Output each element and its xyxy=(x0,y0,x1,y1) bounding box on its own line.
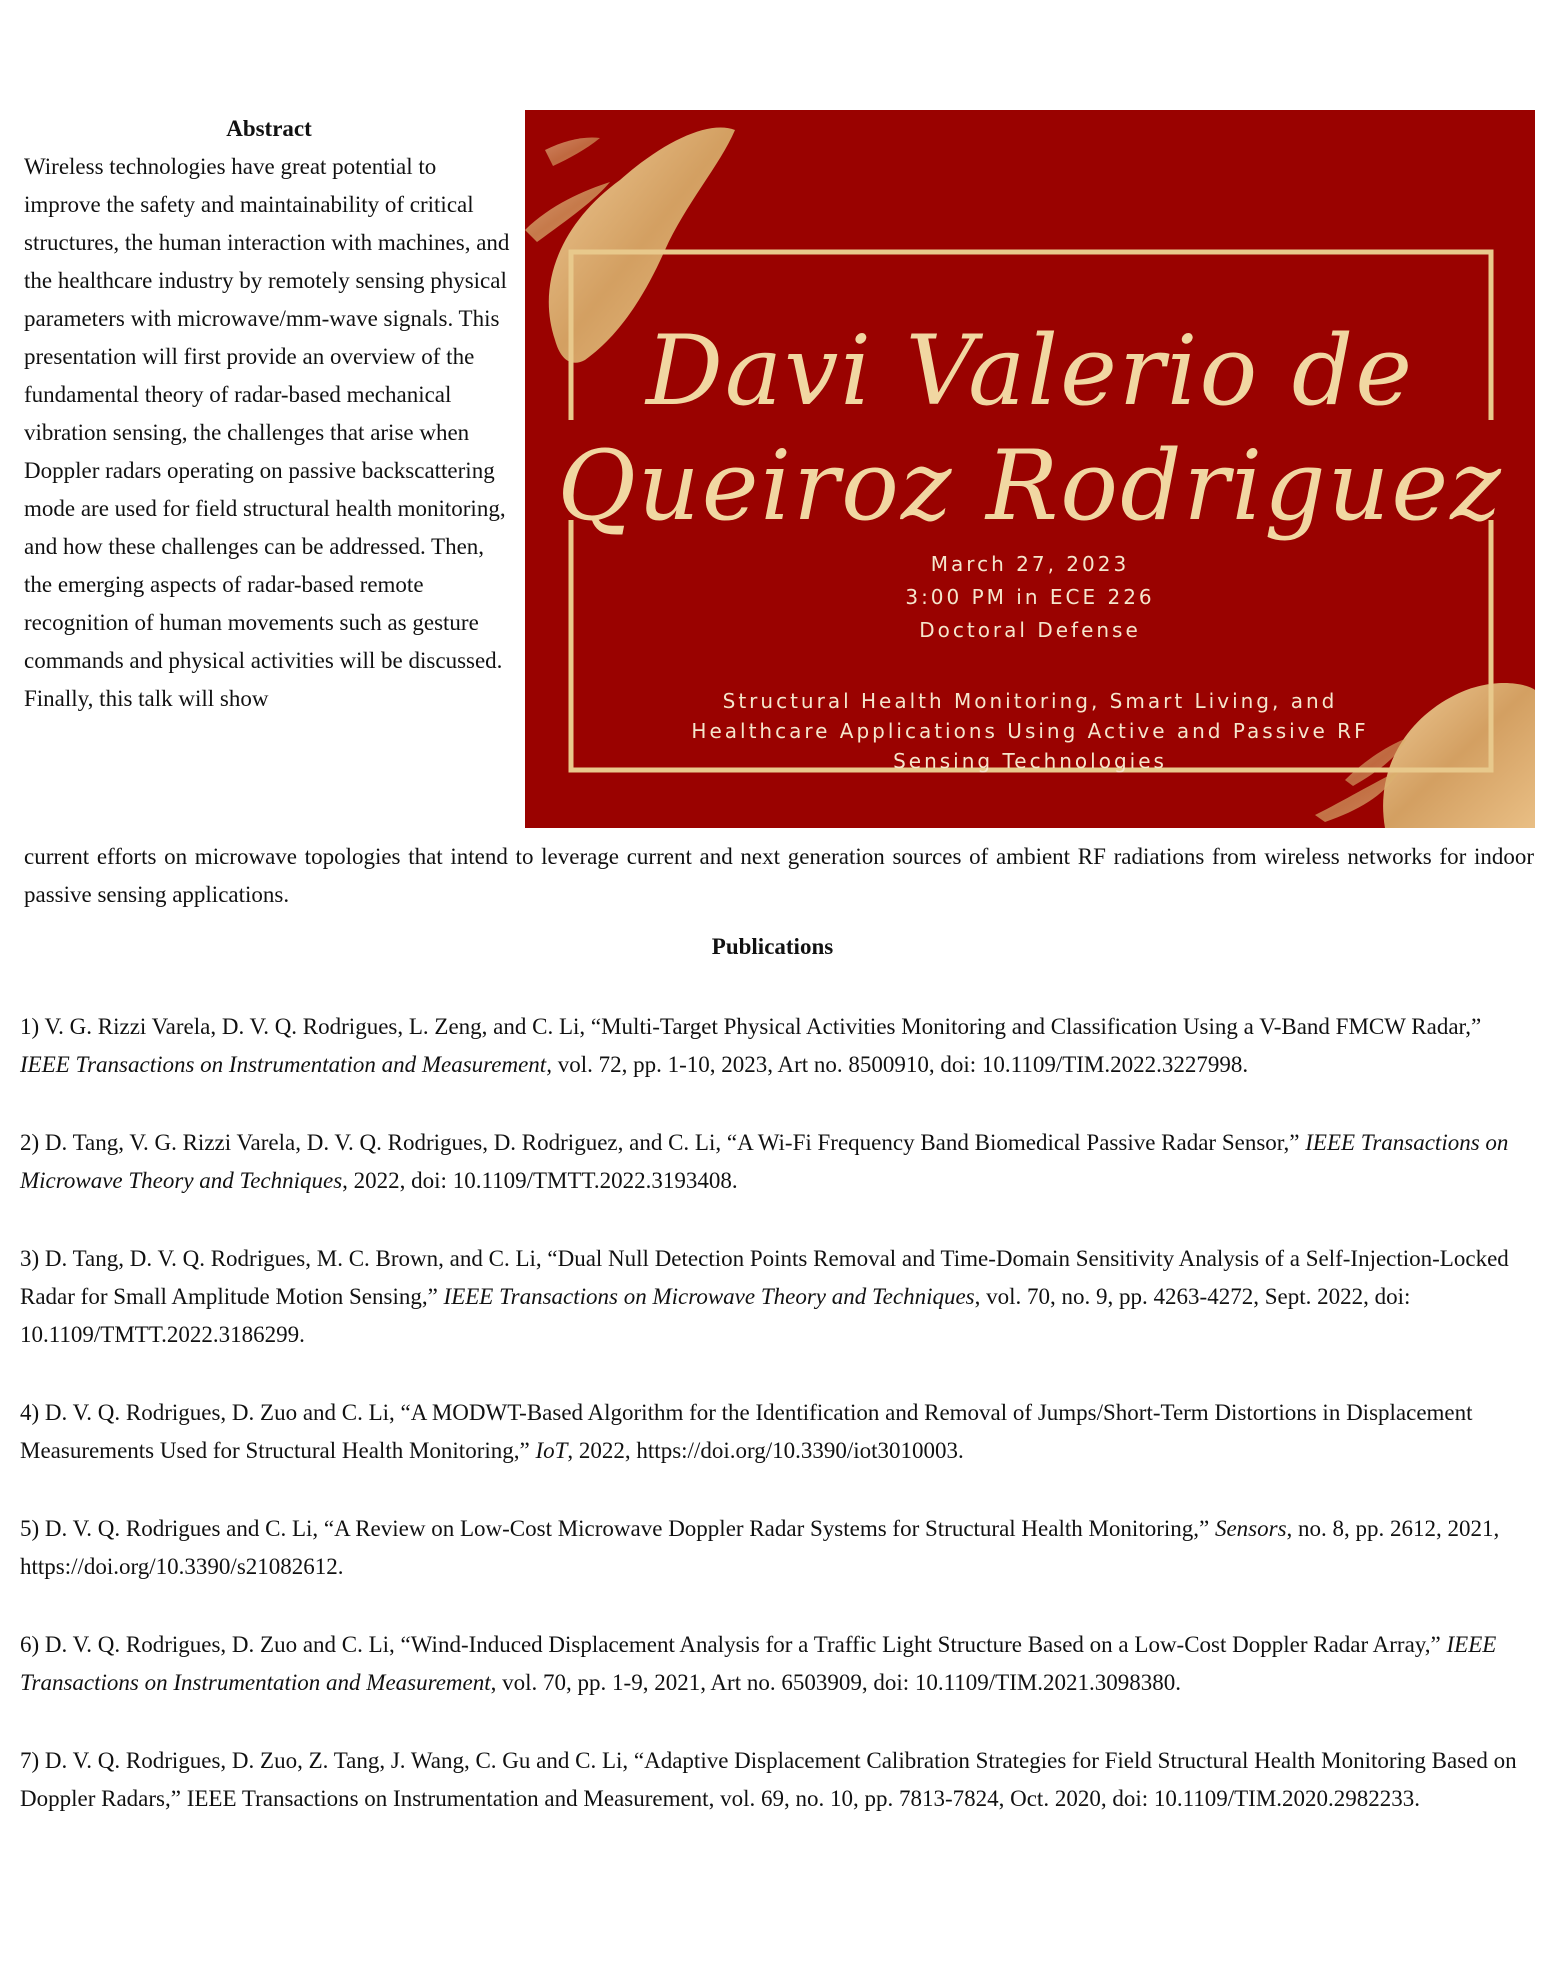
poster-event-type: Doctoral Defense xyxy=(919,618,1141,642)
poster-name-line1: Davi Valerio de xyxy=(645,315,1415,427)
abstract-continued-text: current efforts on microwave topologies that intend to leverage current and next generation sources of ambient RF radiations from wireless networks for indoor passive sensing applications. xyxy=(24,844,1534,907)
poster-time-place: 3:00 PM in ECE 226 xyxy=(905,585,1155,609)
poster-date: March 27, 2023 xyxy=(930,552,1130,576)
publication-item: 3) D. Tang, D. V. Q. Rodrigues, M. C. Brown, and C. Li, “Dual Null Detection Points Removal and Time-Domain Sensitivity Analysis of a Self-Injection-Locked Radar for Small Amplitude Motion Sensing,” IEEE Transactions on Microwave Theory and Techniques, vol. 70, no. 9, pp. 4263-4272, Sept. 2022, doi: 10.1109/TMTT.2022.3186299. xyxy=(20,1246,1509,1347)
publications-heading: Publications xyxy=(711,934,834,959)
publication-item: 4) D. V. Q. Rodrigues, D. Zuo and C. Li, “A MODWT-Based Algorithm for the Identification and Removal of Jumps/Short-Term Distortions in Displacement Measurements Used for Structural Health Monitoring,” IoT, 2022, https://doi.org/10.3390/iot3010003. xyxy=(20,1400,1473,1463)
poster-event-info xyxy=(525,548,1535,647)
abstract-text: Wireless technologies have great potential to improve the safety and maintainability of critical structures, the human interaction with machines, and the healthcare industry by remotely sensing physical parameters with microwave/mm-wave signals. This presentation will first provide an overview of the fundamental theory of radar-based mechanical vibration sensing, the challenges that arise when Doppler radars operating on passive backscattering mode are used for field structural health monitoring, and how these challenges can be addressed. Then, the emerging aspects of radar-based remote recognition of human movements such as gesture commands and physical activities will be discussed. Finally, this talk will show xyxy=(24,154,510,711)
publication-item: 2) D. Tang, V. G. Rizzi Varela, D. V. Q. Rodrigues, D. Rodriguez, and C. Li, “A Wi-Fi Frequency Band Biomedical Passive Radar Sensor,” IEEE Transactions on Microwave Theory and Techniques, 2022, doi: 10.1109/TMTT.2022.3193408. xyxy=(20,1130,1509,1193)
poster-title-line3: Sensing Technologies xyxy=(893,749,1167,773)
poster-title-line1: Structural Health Monitoring, Smart Living, and xyxy=(722,689,1338,713)
poster-name-line2: Queiroz Rodriguez xyxy=(557,430,1503,542)
abstract-heading: Abstract xyxy=(226,116,312,141)
publications-list xyxy=(20,1008,1530,1858)
poster-talk-title xyxy=(525,686,1535,776)
poster-title-line2: Healthcare Applications Using Active and Passive RF xyxy=(691,719,1369,743)
event-poster xyxy=(525,110,1535,828)
publication-item: 1) V. G. Rizzi Varela, D. V. Q. Rodrigues, L. Zeng, and C. Li, “Multi-Target Physical Activities Monitoring and Classification Using a V-Band FMCW Radar,” IEEE Transactions on Instrumentation and Measurement, vol. 72, pp. 1-10, 2023, Art no. 8500910, doi: 10.1109/TIM.2022.3227998. xyxy=(20,1014,1482,1077)
publication-item: 5) D. V. Q. Rodrigues and C. Li, “A Review on Low-Cost Microwave Doppler Radar Systems for Structural Health Monitoring,” Sensors, no. 8, pp. 2612, 2021, https://doi.org/10.3390/s21082612. xyxy=(20,1516,1500,1579)
abstract-column xyxy=(24,110,514,718)
publication-item: 6) D. V. Q. Rodrigues, D. Zuo and C. Li, “Wind-Induced Displacement Analysis for a Traffic Light Structure Based on a Low-Cost Doppler Radar Array,” IEEE Transactions on Instrumentation and Measurement, vol. 70, pp. 1-9, 2021, Art no. 6503909, doi: 10.1109/TIM.2021.3098380. xyxy=(20,1632,1497,1695)
publication-item: 7) D. V. Q. Rodrigues, D. Zuo, Z. Tang, J. Wang, C. Gu and C. Li, “Adaptive Displacement Calibration Strategies for Field Structural Health Monitoring Based on Doppler Radars,” IEEE Transactions on Instrumentation and Measurement, vol. 69, no. 10, pp. 7813-7824, Oct. 2020, doi: 10.1109/TIM.2020.2982233. xyxy=(20,1748,1517,1811)
